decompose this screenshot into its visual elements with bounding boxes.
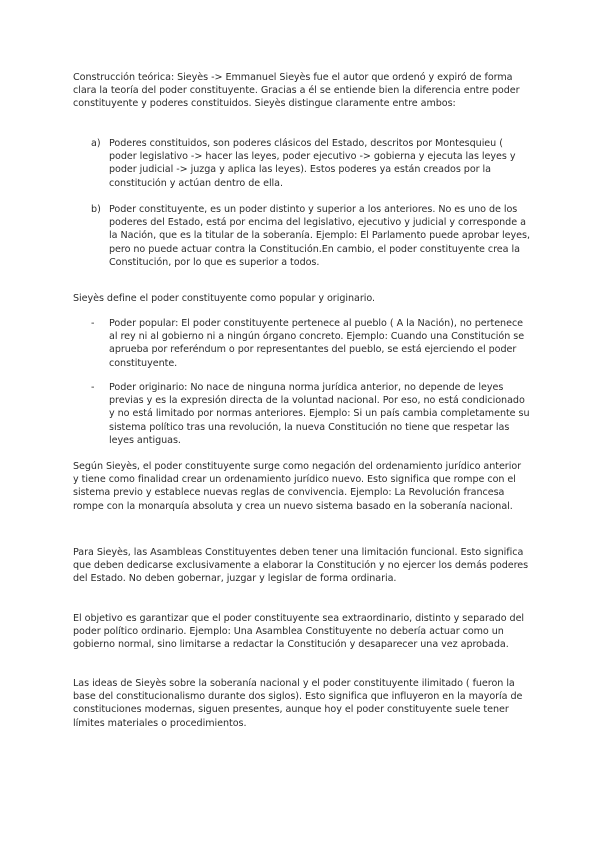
list-marker-a: a)	[91, 138, 101, 149]
list-marker-dash-2: -	[91, 382, 95, 393]
definition-paragraph: Sieyès define el poder constituyente como popular y originario.	[73, 293, 375, 304]
constituent-power-item: Poder constituyente, es un poder distinto y superior a los anteriores. No es uno de los poderes del Estado, está por encima del legislativo, ejecutivo y judicial y corresponde a la Nación, que es la titular de la soberanía. Ejemplo: El Parlamento puede aprobar leyes, pero no puede actuar contra la Constitución.En cambio, el poder constituyente crea la Constitución, por lo que es superior a todos.	[109, 204, 530, 268]
negation-paragraph: Según Sieyès, el poder constituyente surge como negación del ordenamiento jurídico anterior y tiene como finalidad crear un ordenamiento jurídico nuevo. Esto significa que rompe con el sistema previo y establece nuevas reglas de convivencia. Ejemplo: La Revolución francesa rompe con la monarquía absoluta y crea un nuevo sistema basado en la soberanía nacional.	[73, 461, 522, 512]
assemblies-paragraph: Para Sieyès, las Asambleas Constituyentes deben tener una limitación funcional. Esto significa que deben dedicarse exclusivamente a elaborar la Constitución y no ejercer los demás poderes del Estado. No deben gobernar, juzgar y legislar de forma ordinaria.	[73, 547, 529, 585]
popular-power-item: Poder popular: El poder constituyente pertenece al pueblo ( A la Nación), no pertenece al rey ni al gobierno ni a ningún órgano concreto. Ejemplo: Cuando una Constitución se aprueba por referéndum o por representantes del pueblo, se está ejerciendo el poder constituyente.	[109, 318, 525, 369]
list-marker-dash-1: -	[91, 318, 95, 329]
legacy-paragraph: Las ideas de Sieyès sobre la soberanía nacional y el poder constituyente ilimitado ( fueron la base del constitucionalismo durante dos siglos). Esto significa que influyeron en la mayoría de constituciones modernas, siguen presentes, aunque hoy el poder constituyente suele tener límites materiales o procedimientos.	[73, 678, 523, 729]
constituted-powers-item: Poderes constituidos, son poderes clásicos del Estado, descritos por Montesquieu ( poder legislativo -> hacer las leyes, poder ejecutivo -> gobierna y ejecuta las leyes y poder judicial -> juzga y aplica las leyes). Estos poderes ya están creados por la constitución y actúan dentro de ella.	[109, 138, 516, 189]
objective-paragraph: El objetivo es garantizar que el poder constituyente sea extraordinario, distinto y separado del poder político ordinario. Ejemplo: Una Asamblea Constituyente no debería actuar como un gobierno normal, sino limitarse a redactar la Constitución y desaparecer una vez aprobada.	[73, 613, 525, 651]
list-marker-b: b)	[91, 204, 101, 215]
intro-paragraph: Construcción teórica: Sieyès -> Emmanuel Sieyès fue el autor que ordenó y expiró de forma clara la teoría del poder constituyente. Gracias a él se entiende bien la diferencia entre poder constituyente y poderes constituidos. Sieyès distingue claramente entre ambos:	[73, 72, 520, 110]
original-power-item: Poder originario: No nace de ninguna norma jurídica anterior, no depende de leyes previas y es la expresión directa de la voluntad nacional. Por eso, no está condicionado y no está limitado por normas anteriores. Ejemplo: Si un país cambia completamente su sistema político tras una revolución, la nueva Constitución no tiene que respetar las leyes antiguas.	[109, 382, 530, 446]
